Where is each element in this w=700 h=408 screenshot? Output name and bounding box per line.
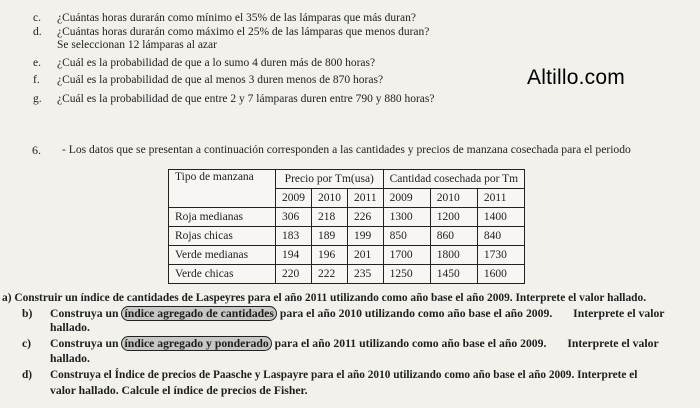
question-e — [33, 57, 375, 70]
table-cell: 1800 — [430, 246, 477, 265]
item-c-post2: Interprete el valor — [567, 337, 659, 350]
table-cell: 201 — [348, 246, 384, 265]
question-f — [33, 74, 383, 87]
watermark-logo: Altillo.com — [527, 66, 625, 89]
table-year: 2011 — [477, 189, 524, 208]
item-c-mark: c) — [22, 337, 32, 350]
table-row-label: Verde medianas — [169, 246, 276, 265]
item-a-mark: a) — [2, 292, 12, 304]
table-cell: 222 — [312, 265, 348, 284]
question-6-number: 6. — [32, 143, 41, 157]
question-c — [33, 12, 416, 25]
question-g — [33, 93, 434, 106]
table-header-row — [169, 170, 525, 189]
item-b-post2: Interprete el valor — [573, 307, 665, 320]
question-d-text: ¿Cuántas horas durarán como máximo el 25% de las lámparas que menos duran? — [57, 26, 430, 38]
question-c-mark: c. — [33, 12, 41, 24]
table-cell: 194 — [276, 246, 312, 265]
question-c-text: ¿Cuántas horas durarán como mínimo el 35% de las lámparas que más duran? — [57, 12, 416, 24]
table-cell: 1200 — [430, 208, 477, 227]
item-c-post: para el año 2011 utilizando como año base el año 2009. — [274, 337, 547, 350]
table-cell: 1730 — [477, 246, 524, 265]
table-cell: 199 — [348, 227, 384, 246]
question-g-text: ¿Cuál es la probabilidad de que entre 2 y 7 lámparas duren entre 790 y 880 horas? — [57, 93, 435, 105]
question-f-text: ¿Cuál es la probabilidad de que al menos 3 duren menos de 870 horas? — [57, 74, 384, 86]
item-b-circled: índice agregado de cantidades — [121, 306, 276, 321]
table-cell: 235 — [348, 265, 384, 284]
sample-statement-text: Se seleccionan 12 lámparas al azar — [57, 39, 217, 51]
table-cell: 1400 — [477, 208, 524, 227]
item-d-continuation: valor hallado. Calcule el índice de precios de Fisher. — [50, 384, 308, 397]
table-header-type: Tipo de manzana — [169, 170, 276, 208]
table-year: 2010 — [312, 189, 348, 208]
item-a — [2, 292, 646, 305]
item-a-text: Construir un índice de cantidades de Laspeyres para el año 2011 utilizando como año base el año 2009. Interprete el valor hallado. — [14, 292, 647, 304]
table-header-quantity: Cantidad cosechada por Tm — [383, 170, 524, 189]
table-row-label: Verde chicas — [169, 265, 276, 284]
table-row — [169, 208, 525, 227]
table-cell: 1700 — [383, 246, 430, 265]
table-row — [169, 246, 525, 265]
table-row — [169, 227, 525, 246]
table-cell: 1250 — [383, 265, 430, 284]
table-cell: 226 — [348, 208, 384, 227]
item-b — [22, 307, 664, 320]
table-header-price: Precio por Tm(usa) — [276, 170, 384, 189]
item-d — [22, 369, 637, 382]
item-c-continuation: hallado. — [50, 352, 90, 365]
table-cell: 1450 — [430, 265, 477, 284]
table-row — [169, 265, 525, 284]
table-cell: 850 — [383, 227, 430, 246]
table-cell: 183 — [276, 227, 312, 246]
question-d — [33, 26, 429, 39]
table-cell: 306 — [276, 208, 312, 227]
table-row-label: Rojas chicas — [169, 227, 276, 246]
item-b-pre: Construya un — [50, 307, 119, 320]
apple-harvest-table — [168, 169, 525, 284]
table-cell: 189 — [312, 227, 348, 246]
question-e-text: ¿Cuál es la probabilidad de que a lo sumo 4 duren más de 800 horas? — [57, 57, 376, 69]
table-year: 2011 — [348, 189, 384, 208]
table-cell: 220 — [276, 265, 312, 284]
table-cell: 860 — [430, 227, 477, 246]
question-6-text: - Los datos que se presentan a continuación corresponden a las cantidades y precios de manzana cosechada para el periodo — [62, 143, 631, 156]
question-e-mark: e. — [33, 57, 41, 69]
item-d-mark: d) — [22, 369, 33, 381]
table-cell: 840 — [477, 227, 524, 246]
table-row-label: Roja medianas — [169, 208, 276, 227]
item-b-mark: b) — [22, 307, 33, 320]
question-f-mark: f. — [33, 74, 40, 86]
item-c-pre: Construya un — [50, 337, 119, 350]
table-cell: 196 — [312, 246, 348, 265]
sample-statement — [57, 39, 217, 52]
table-cell: 1300 — [383, 208, 430, 227]
question-g-mark: g. — [33, 93, 42, 105]
item-d-text: Construya el Índice de precios de Paasche y Laspayre para el año 2010 utilizando como año base el año 2009. Interprete el — [50, 369, 638, 381]
table-year: 2010 — [430, 189, 477, 208]
item-c-circled: índice agregado y ponderado — [121, 336, 271, 351]
table-year: 2009 — [383, 189, 430, 208]
item-b-continuation: hallado. — [50, 321, 90, 334]
question-d-mark: d. — [33, 26, 42, 38]
item-c — [22, 337, 659, 350]
table-cell: 1600 — [477, 265, 524, 284]
table-year: 2009 — [276, 189, 312, 208]
table-cell: 218 — [312, 208, 348, 227]
item-b-post: para el año 2010 utilizando como año base el año 2009. — [279, 307, 553, 320]
